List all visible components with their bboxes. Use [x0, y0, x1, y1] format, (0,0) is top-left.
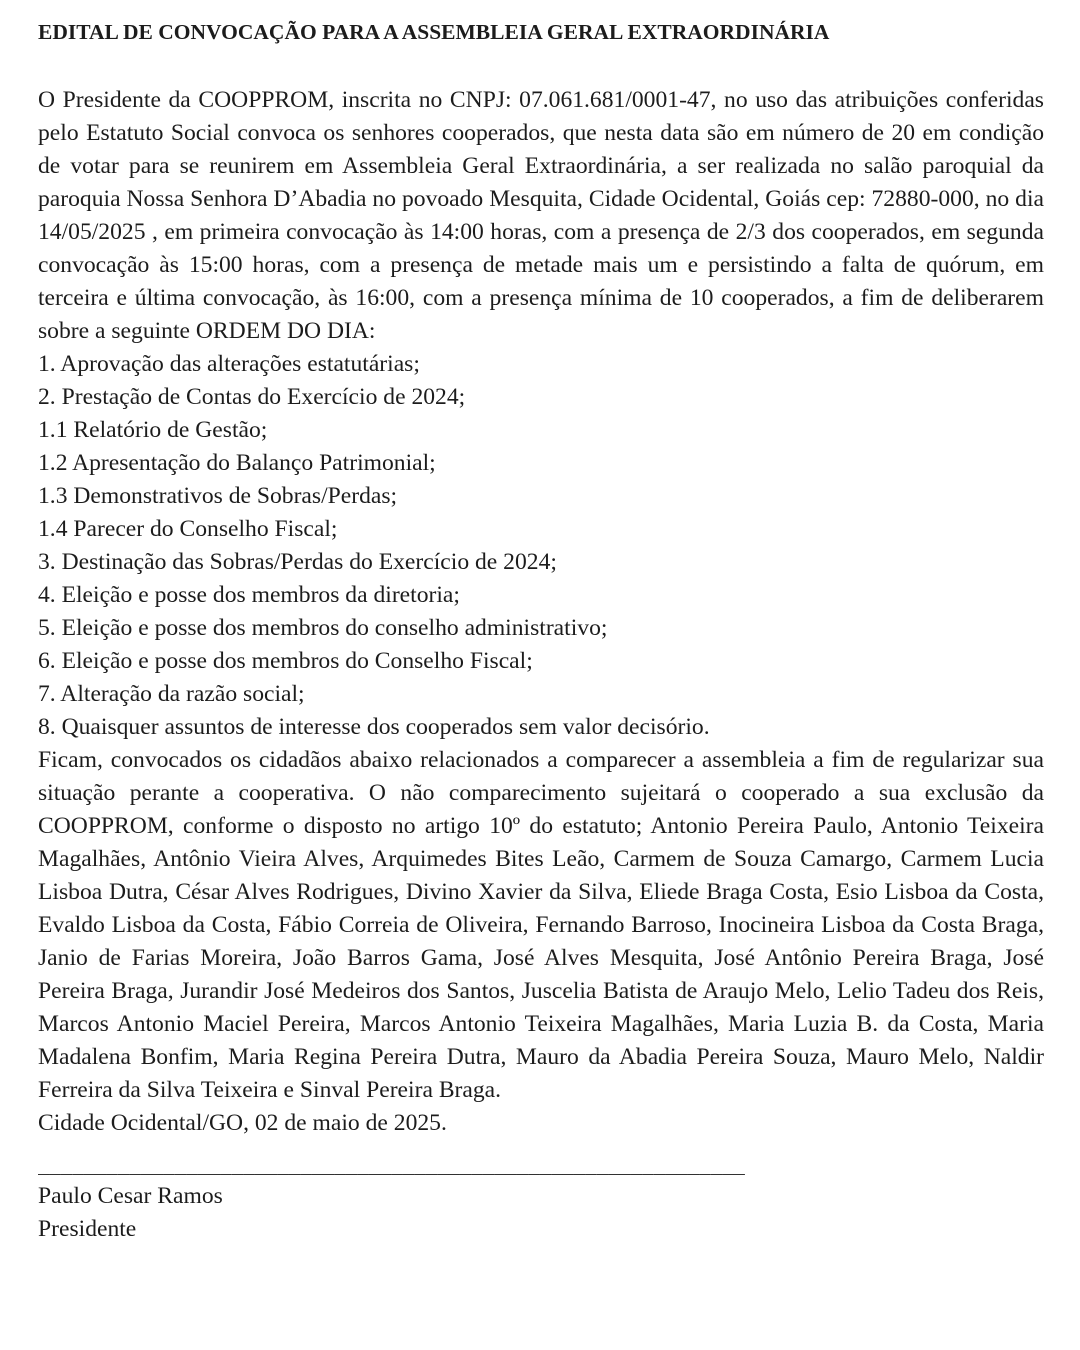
- agenda-item: 2. Prestação de Contas do Exercício de 2024;: [38, 384, 466, 410]
- agenda-item: 1.4 Parecer do Conselho Fiscal;: [38, 516, 338, 542]
- signature-line: ______________________________________________________________: [38, 1158, 745, 1178]
- agenda-item: 3. Destinação das Sobras/Perdas do Exercício de 2024;: [38, 549, 557, 575]
- document-title: EDITAL DE CONVOCAÇÃO PARA A ASSEMBLEIA GERAL EXTRAORDINÁRIA: [38, 20, 830, 44]
- agenda-item: 1. Aprovação das alterações estatutárias;: [38, 351, 420, 377]
- signer-role: Presidente: [38, 1216, 137, 1242]
- agenda-item: 1.3 Demonstrativos de Sobras/Perdas;: [38, 483, 398, 509]
- agenda-item: 8. Quaisquer assuntos de interesse dos cooperados sem valor decisório.: [38, 714, 710, 740]
- agenda-item: 7. Alteração da razão social;: [38, 681, 305, 707]
- agenda-item: 4. Eleição e posse dos membros da diretoria;: [38, 582, 460, 608]
- summons-paragraph: Ficam, convocados os cidadãos abaixo relacionados a comparecer a assembleia a fim de regularizar sua situação perante a cooperativa. O não comparecimento sujeitará o cooperado a sua exclusão da COOPPROM, conforme o disposto no artigo 10º do estatuto; Antonio Pereira Paulo, Antonio Teixeira Magalhães, Antônio Vieira Alves, Arquimedes Bites Leão, Carmem de Souza Camargo, Carmem Lucia Lisboa Dutra, César Alves Rodrigues, Divino Xavier da Silva, Eliede Braga Costa, Esio Lisboa da Costa, Evaldo Lisboa da Costa, Fábio Correia de Oliveira, Fernando Barroso, Inocineira Lisboa da Costa Braga, Janio de Farias Moreira, João Barros Gama, José Alves Mesquita, José Antônio Pereira Braga, José Pereira Braga, Jurandir José Medeiros dos Santos, Juscelia Batista de Araujo Melo, Lelio Tadeu dos Reis, Marcos Antonio Maciel Pereira, Marcos Antonio Teixeira Magalhães, Maria Luzia B. da Costa, Maria Madalena Bonfim, Maria Regina Pereira Dutra, Mauro da Abadia Pereira Souza, Mauro Melo, Naldir Ferreira da Silva Teixeira e Sinval Pereira Braga.: [38, 747, 1044, 1103]
- agenda-item: 1.1 Relatório de Gestão;: [38, 417, 268, 443]
- agenda-item: 1.2 Apresentação do Balanço Patrimonial;: [38, 450, 436, 476]
- intro-paragraph: O Presidente da COOPPROM, inscrita no CNPJ: 07.061.681/0001-47, no uso das atribuições conferidas pelo Estatuto Social convoca os senhores cooperados, que nesta data são em número de 20 em condição de votar para se reunirem em Assembleia Geral Extraordinária, a ser realizada no salão paroquial da paroquia Nossa Senhora D’Abadia no povoado Mesquita, Cidade Ocidental, Goiás cep: 72880-000, no dia 14/05/2025 , em primeira convocação às 14:00 horas, com a presença de 2/3 dos cooperados, em segunda convocação às 15:00 horas, com a presença de metade mais um e persistindo a falta de quórum, em terceira e última convocação, às 16:00, com a presença mínima de 10 cooperados, a fim de deliberarem sobre a seguinte ORDEM DO DIA:: [38, 87, 1044, 344]
- document-page: [38, 18, 1044, 1246]
- agenda-list: [38, 348, 1044, 744]
- place-date: Cidade Ocidental/GO, 02 de maio de 2025.: [38, 1110, 447, 1136]
- agenda-item: 5. Eleição e posse dos membros do conselho administrativo;: [38, 615, 608, 641]
- agenda-item: 6. Eleição e posse dos membros do Conselho Fiscal;: [38, 648, 533, 674]
- signer-name: Paulo Cesar Ramos: [38, 1183, 223, 1209]
